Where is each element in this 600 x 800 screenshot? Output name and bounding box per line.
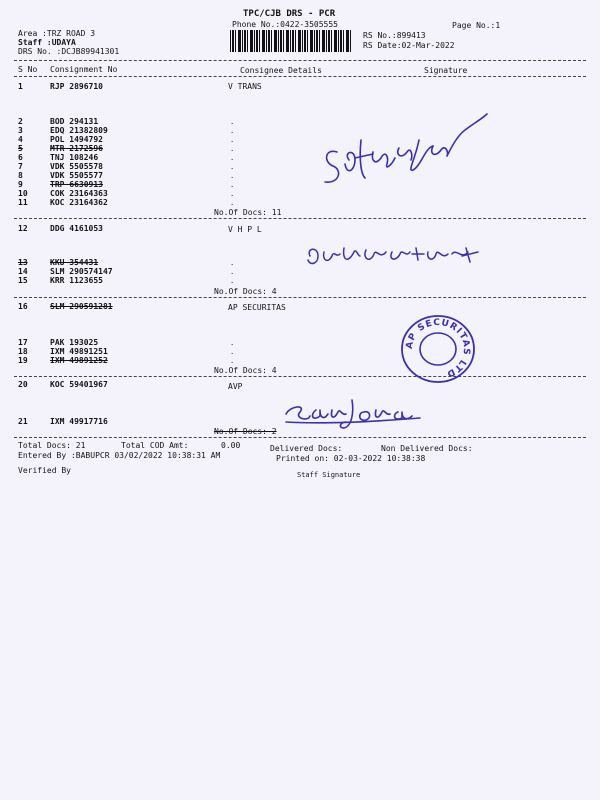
consignment-number: KOC 59401967 (50, 380, 108, 389)
separator (14, 60, 586, 61)
company-stamp (398, 312, 478, 386)
row-number: 4 (18, 135, 23, 144)
handwritten-signature (300, 238, 500, 278)
printed-on: Printed on: 02-03-2022 10:38:38 (276, 454, 426, 463)
row-number: 19 (18, 356, 28, 365)
consignment-number: MTR 2172596 (50, 144, 103, 153)
row-number: 15 (18, 276, 28, 285)
drs-number: DRS No. :DCJB89941301 (18, 47, 120, 56)
consignee-name: V TRANS (228, 82, 262, 91)
consignee-name: AVP (228, 382, 243, 391)
row-number: 10 (18, 189, 28, 198)
consignment-number: BOD 294131 (50, 117, 99, 126)
consignment-number: COK 23164363 (50, 189, 108, 198)
row-number: 6 (18, 153, 23, 162)
docs-count: No.Of Docs: 11 (214, 208, 282, 217)
consignment-number: SLM 290591281 (50, 302, 113, 311)
docs-count: No.Of Docs: 4 (214, 287, 277, 296)
delivery-marks: . . . . . . . . . . (230, 118, 235, 207)
consignee-name: V H P L (228, 225, 262, 234)
docs-count: No.Of Docs: 4 (214, 366, 277, 375)
consignment-number: TNJ 108246 (50, 153, 99, 162)
separator (14, 437, 586, 438)
column-header-signature: Signature (424, 66, 468, 75)
separator (14, 376, 586, 377)
row-number: 2 (18, 117, 23, 126)
barcode (230, 30, 352, 52)
row-number: 17 (18, 338, 28, 347)
delivered-docs: Delivered Docs: (270, 444, 343, 453)
consignment-number: DDG 4161053 (50, 224, 103, 233)
consignment-number: VDK 5505578 (50, 162, 103, 171)
consignment-number: KOC 23164362 (50, 198, 108, 207)
svg-text:AP SECURITAS LTD (405, 318, 471, 379)
separator (14, 218, 586, 219)
consignment-number: POL 1494792 (50, 135, 103, 144)
consignment-number: TRP 6630913 (50, 180, 103, 189)
stamp-text: AP SECURITAS LTD (404, 317, 472, 379)
consignee-name: AP SECURITAS (228, 303, 286, 312)
consignment-number: KKU 354431 (50, 258, 99, 267)
consignment-number: KRR 1123655 (50, 276, 103, 285)
consignment-number: PAK 193025 (50, 338, 99, 347)
row-number: 8 (18, 171, 23, 180)
delivery-marks: . . . (230, 339, 235, 365)
docs-count: No.Of Docs: 2 (214, 427, 277, 436)
total-cod-label: Total COD Amt: (121, 441, 189, 450)
row-number: 16 (18, 302, 28, 311)
row-number: 20 (18, 380, 28, 389)
handwritten-signature (315, 100, 495, 190)
consignment-number: EDQ 21382809 (50, 126, 108, 135)
consignment-number: IXM 49917716 (50, 417, 108, 426)
verified-by: Verified By (18, 466, 71, 475)
consignment-number: RJP 2896710 (50, 82, 103, 91)
entered-by: Entered By :BABUPCR 03/02/2022 10:38:31 AM (18, 451, 221, 460)
separator (14, 297, 586, 298)
row-number: 13 (18, 258, 28, 267)
separator (14, 76, 586, 77)
non-delivered-docs: Non Delivered Docs: (381, 444, 473, 453)
row-number: 12 (18, 224, 28, 233)
rs-number: RS No.:899413 (363, 31, 426, 40)
consignment-number: IXM 49891251 (50, 347, 108, 356)
row-number: 7 (18, 162, 23, 171)
staff-label: Staff :UDAYA (18, 38, 76, 47)
page-number: Page No.:1 (452, 21, 501, 30)
consignment-number: VDK 5505577 (50, 171, 103, 180)
phone-number: Phone No.:0422-3505555 (232, 20, 338, 29)
column-header-consignee: Consignee Details (240, 66, 322, 75)
row-number: 18 (18, 347, 28, 356)
consignment-number: SLM 290574147 (50, 267, 113, 276)
total-cod-value: 0.00 (221, 441, 241, 450)
staff-signature-label: Staff Signature (297, 471, 361, 479)
column-header-consignment: Consignment No (50, 65, 118, 74)
row-number: 9 (18, 180, 23, 189)
row-number: 21 (18, 417, 28, 426)
row-number: 5 (18, 144, 23, 153)
row-number: 14 (18, 267, 28, 276)
document-title: TPC/CJB DRS - PCR (243, 9, 336, 19)
column-header-sno: S No (18, 65, 38, 74)
area-label: Area :TRZ ROAD 3 (18, 29, 96, 38)
handwritten-signature (280, 392, 440, 432)
rs-date: RS Date:02-Mar-2022 (363, 41, 455, 50)
consignment-number: IXM 49891252 (50, 356, 108, 365)
delivery-marks: . . . (230, 259, 235, 285)
row-number: 1 (18, 82, 23, 91)
total-docs: Total Docs: 21 (18, 441, 86, 450)
row-number: 11 (18, 198, 28, 207)
row-number: 3 (18, 126, 23, 135)
